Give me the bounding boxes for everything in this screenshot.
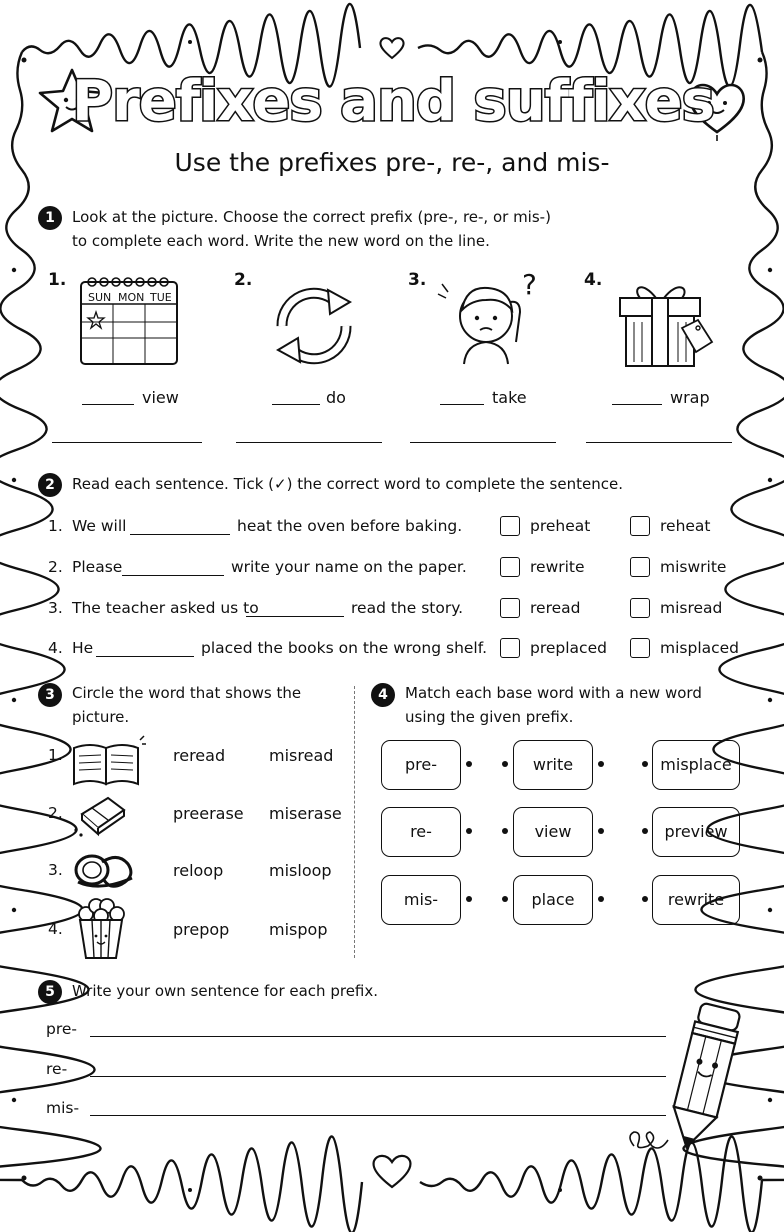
heart-icon xyxy=(370,1152,414,1190)
match-dot[interactable] xyxy=(642,761,648,767)
prefix-box: re- xyxy=(381,807,461,857)
tick-box[interactable] xyxy=(500,638,520,658)
tick-box[interactable] xyxy=(630,638,650,658)
prefix-label: mis- xyxy=(46,1099,80,1117)
sentence-end: placed the books on the wrong shelf. xyxy=(201,639,487,657)
option-word: preheat xyxy=(530,517,591,535)
section-2-instruction: Read each sentence. Tick (✓) the correct word to complete the sentence. xyxy=(72,475,623,493)
match-dot[interactable] xyxy=(466,761,472,767)
item-number: 1. xyxy=(48,746,63,764)
tick-box[interactable] xyxy=(500,557,520,577)
item-number: 3. xyxy=(408,270,427,290)
circle-option[interactable]: mispop xyxy=(269,920,328,939)
calendar-day-label: SUN xyxy=(88,291,112,304)
match-dot[interactable] xyxy=(598,896,604,902)
prefix-blank[interactable] xyxy=(440,404,484,405)
section-1-badge: 1 xyxy=(38,206,62,230)
answer-line[interactable] xyxy=(236,442,382,443)
sentence-line[interactable] xyxy=(90,1115,666,1116)
answer-line[interactable] xyxy=(410,442,556,443)
option-word: misread xyxy=(660,599,723,617)
section-2-badge: 2 xyxy=(38,473,62,497)
prefix-label: re- xyxy=(46,1060,68,1078)
base-word-box: write xyxy=(513,740,593,790)
circle-option[interactable]: misloop xyxy=(269,861,332,880)
section-4-instruction: Match each base word with a new word using the given prefix. xyxy=(405,684,702,726)
sentence-number: 4. xyxy=(48,639,63,657)
base-word: take xyxy=(492,388,527,407)
item-number: 2. xyxy=(48,804,63,822)
prefix-label: pre- xyxy=(46,1020,77,1038)
heart-icon xyxy=(378,36,406,60)
circle-option[interactable]: prepop xyxy=(173,920,230,939)
tick-box[interactable] xyxy=(630,557,650,577)
sentence-blank[interactable] xyxy=(130,534,230,535)
match-dot[interactable] xyxy=(466,896,472,902)
sentence-number: 1. xyxy=(48,517,63,535)
circle-option[interactable]: preerase xyxy=(173,804,244,823)
match-dot[interactable] xyxy=(502,828,508,834)
new-word-box: rewrite xyxy=(652,875,740,925)
item-number: 3. xyxy=(48,861,63,879)
calendar-icon xyxy=(78,274,180,368)
svg-text:Prefixes and suffixes: Prefixes and suffixes xyxy=(72,69,714,134)
column-divider xyxy=(354,686,355,958)
tick-box[interactable] xyxy=(630,516,650,536)
section-3-badge: 3 xyxy=(38,683,62,707)
answer-line[interactable] xyxy=(586,442,732,443)
option-word: miswrite xyxy=(660,558,727,576)
option-word: misplaced xyxy=(660,639,740,657)
sentence-line[interactable] xyxy=(90,1036,666,1037)
option-word: reread xyxy=(530,599,581,617)
sentence-blank[interactable] xyxy=(246,616,344,617)
new-word-box: misplace xyxy=(652,740,740,790)
base-word: do xyxy=(326,388,346,407)
prefix-blank[interactable] xyxy=(612,404,662,405)
section-1-instruction: Look at the picture. Choose the correct prefix (pre-, re-, or mis-) to complete each word. Write the new word on the line. xyxy=(72,208,551,250)
match-dot[interactable] xyxy=(466,828,472,834)
circle-option[interactable]: reloop xyxy=(173,861,224,880)
pencil-mascot-icon xyxy=(620,998,750,1158)
sentence-blank[interactable] xyxy=(96,656,194,657)
circle-option[interactable]: miserase xyxy=(269,804,342,823)
sentence-line[interactable] xyxy=(90,1076,666,1077)
match-dot[interactable] xyxy=(502,761,508,767)
sentence-start: Please xyxy=(72,558,123,576)
calendar-day-label: TUE xyxy=(150,291,172,304)
sentence-start: We will xyxy=(72,517,127,535)
sentence-end: read the story. xyxy=(351,599,464,617)
option-word: reheat xyxy=(660,517,711,535)
tick-box[interactable] xyxy=(500,516,520,536)
match-dot[interactable] xyxy=(598,828,604,834)
prefix-blank[interactable] xyxy=(272,404,320,405)
base-word: wrap xyxy=(670,388,710,407)
match-dot[interactable] xyxy=(642,828,648,834)
prefix-box: pre- xyxy=(381,740,461,790)
item-number: 1. xyxy=(48,270,67,290)
calendar-day-label: MON xyxy=(118,291,145,304)
sentence-start: He xyxy=(72,639,94,657)
sentence-start: The teacher asked us to xyxy=(72,599,259,617)
sentence-blank[interactable] xyxy=(122,575,224,576)
item-number: 4. xyxy=(48,920,63,938)
prefix-blank[interactable] xyxy=(82,404,134,405)
sentence-number: 3. xyxy=(48,599,63,617)
circle-option[interactable]: reread xyxy=(173,746,226,765)
section-3-instruction: Circle the word that shows the picture. xyxy=(72,684,302,726)
question-mark: ? xyxy=(522,268,537,301)
page-subtitle: Use the prefixes pre-, re-, and mis- xyxy=(174,148,610,177)
base-word-box: place xyxy=(513,875,593,925)
item-number: 2. xyxy=(234,270,253,290)
answer-line[interactable] xyxy=(52,442,202,443)
eraser-icon xyxy=(72,794,132,838)
base-word-box: view xyxy=(513,807,593,857)
circle-option[interactable]: misread xyxy=(269,746,334,765)
gift-box-icon xyxy=(612,272,716,370)
item-number: 4. xyxy=(584,270,603,290)
section-5-badge: 5 xyxy=(38,980,62,1004)
base-word: view xyxy=(142,388,179,407)
section-5-instruction: Write your own sentence for each prefix. xyxy=(72,982,379,1000)
option-word: rewrite xyxy=(530,558,585,576)
section-4-badge: 4 xyxy=(371,683,395,707)
match-dot[interactable] xyxy=(642,896,648,902)
prefix-box: mis- xyxy=(381,875,461,925)
tick-box[interactable] xyxy=(500,598,520,618)
recycle-arrows-icon xyxy=(268,282,360,370)
option-word: preplaced xyxy=(530,639,607,657)
sentence-number: 2. xyxy=(48,558,63,576)
rope-knot-icon xyxy=(70,848,140,894)
open-book-icon xyxy=(70,736,146,788)
match-dot[interactable] xyxy=(502,896,508,902)
tick-box[interactable] xyxy=(630,598,650,618)
popcorn-icon xyxy=(74,896,128,962)
new-word-box: preview xyxy=(652,807,740,857)
match-dot[interactable] xyxy=(598,761,604,767)
page-title xyxy=(72,60,714,140)
sentence-end: write your name on the paper. xyxy=(231,558,467,576)
sentence-end: heat the oven before baking. xyxy=(237,517,463,535)
